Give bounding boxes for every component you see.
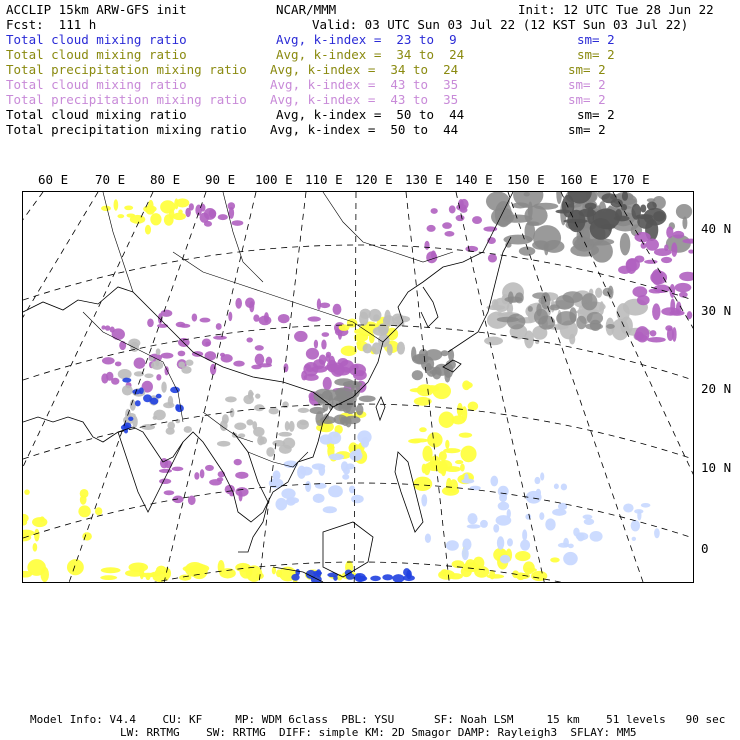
org-title: NCAR/MMM [276, 2, 337, 17]
longitude-label: 60 E [38, 172, 69, 187]
legend-field: Total precipitation mixing ratio [6, 62, 247, 77]
longitude-label: 130 E [405, 172, 443, 187]
legend-kindex: Avg, k-index = 34 to 24 [276, 47, 465, 62]
legend-row [6, 122, 734, 137]
legend-kindex: Avg, k-index = 50 to 44 [276, 107, 465, 122]
longitude-label: 140 E [455, 172, 493, 187]
legend-field: Total cloud mixing ratio [6, 77, 187, 92]
longitude-label: 120 E [355, 172, 393, 187]
legend-row [6, 32, 734, 47]
legend-smoothing: sm= 2 [568, 92, 606, 107]
legend-kindex: Avg, k-index = 50 to 44 [270, 122, 459, 137]
map-canvas [23, 192, 693, 582]
latitude-label: 10 N [701, 460, 732, 475]
legend-field: Total cloud mixing ratio [6, 107, 187, 122]
forecast-hour: Fcst: 111 h [6, 17, 97, 32]
legend-field: Total cloud mixing ratio [6, 47, 187, 62]
legend-kindex: Avg, k-index = 43 to 35 [270, 77, 459, 92]
legend-smoothing: sm= 2 [568, 62, 606, 77]
legend-row [6, 47, 734, 62]
legend-kindex: Avg, k-index = 23 to 9 [276, 32, 457, 47]
longitude-label: 90 E [205, 172, 236, 187]
valid-time: Valid: 03 UTC Sun 03 Jul 22 (12 KST Sun 03 Jul 22) [312, 17, 689, 32]
latitude-label: 20 N [701, 381, 732, 396]
model-info-line2: LW: RRTMG SW: RRTMG DIFF: simple KM: 2D Smagor DAMP: Rayleigh3 SFLAY: MM5 [120, 726, 637, 739]
model-title: ACCLIP 15km ARW-GFS init [6, 2, 187, 17]
legend-smoothing: sm= 2 [577, 47, 615, 62]
legend-kindex: Avg, k-index = 43 to 35 [270, 92, 459, 107]
longitude-label: 80 E [150, 172, 181, 187]
longitude-label: 70 E [95, 172, 126, 187]
legend-kindex: Avg, k-index = 34 to 24 [270, 62, 459, 77]
legend-row [6, 62, 734, 77]
legend-field: Total precipitation mixing ratio [6, 92, 247, 107]
legend-smoothing: sm= 2 [577, 32, 615, 47]
legend-field: Total cloud mixing ratio [6, 32, 187, 47]
longitude-label: 150 E [507, 172, 545, 187]
latitude-label: 40 N [701, 221, 732, 236]
init-time: Init: 12 UTC Tue 28 Jun 22 [518, 2, 714, 17]
legend-row [6, 77, 734, 92]
latitude-label: 30 N [701, 303, 732, 318]
latitude-label: 0 [701, 541, 709, 556]
model-info-line1: Model Info: V4.4 CU: KF MP: WDM 6class PBL: YSU SF: Noah LSM 15 km 51 levels 90 sec [30, 713, 726, 726]
legend-smoothing: sm= 2 [568, 122, 606, 137]
longitude-label: 160 E [560, 172, 598, 187]
legend-row [6, 92, 734, 107]
legend-row [6, 107, 734, 122]
longitude-label: 170 E [612, 172, 650, 187]
longitude-label: 110 E [305, 172, 343, 187]
legend-smoothing: sm= 2 [577, 107, 615, 122]
legend-field: Total precipitation mixing ratio [6, 122, 247, 137]
legend-smoothing: sm= 2 [568, 77, 606, 92]
longitude-label: 100 E [255, 172, 293, 187]
map-panel [22, 191, 694, 583]
